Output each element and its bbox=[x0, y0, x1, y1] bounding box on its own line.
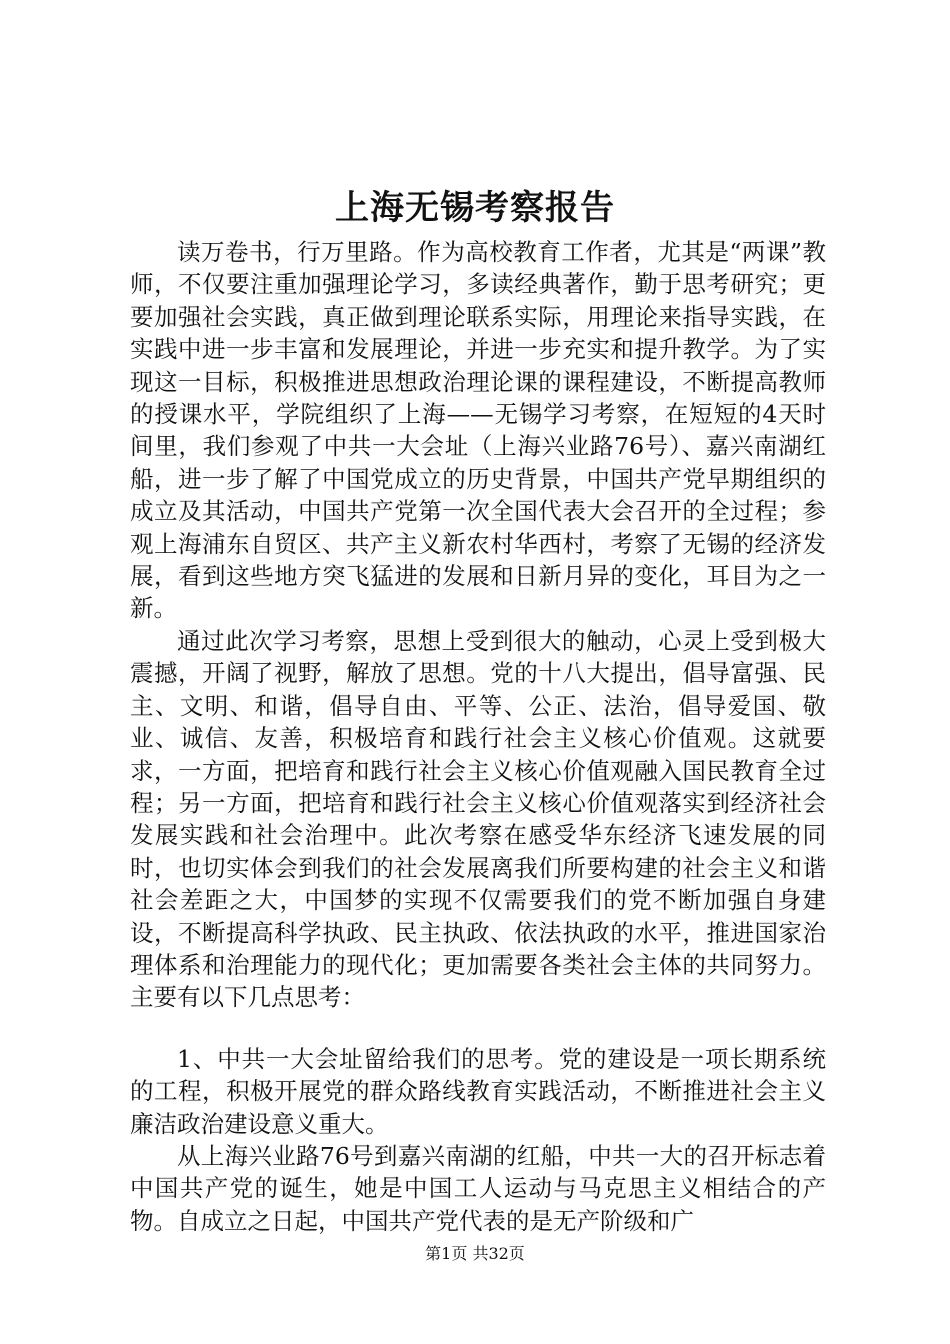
page-number-footer: 第1页 共32页 bbox=[425, 1244, 525, 1263]
paragraph-point-1: 1、中共一大会址留给我们的思考。党的建设是一项长期系统的工程，积极开展党的群众路线教育实践活动，不断推进社会主义廉洁政治建设意义重大。 bbox=[130, 1044, 826, 1138]
document-body bbox=[130, 236, 826, 1237]
paragraph-intro: 读万卷书，行万里路。作为高校教育工作者，尤其是“两课”教师，不仅要注重加强理论学习，多读经典著作，勤于思考研究；更要加强社会实践，真正做到理论联系实际，用理论来指导实践，在实践中进一步丰富和发展理论，并进一步充实和提升教学。为了实现这一目标，积极推进思想政治理论课的课程建设，不断提高教师的授课水平，学院组织了上海——无锡学习考察，在短短的4天时间里，我们参观了中共一大会址（上海兴业路76号）、嘉兴南湖红船，进一步了解了中国党成立的历史背景，中国共产党早期组织的成立及其活动，中国共产党第一次全国代表大会召开的全过程；参观上海浦东自贸区、共产主义新农村华西村，考察了无锡的经济发展，看到这些地方突飞猛进的发展和日新月异的变化，耳目为之一新。 bbox=[130, 238, 826, 623]
paragraph-point-1-detail: 从上海兴业路76号到嘉兴南湖的红船，中共一大的召开标志着中国共产党的诞生，她是中国工人运动与马克思主义相结合的产物。自成立之日起，中国共产党代表的是无产阶级和广 bbox=[130, 1141, 826, 1235]
paragraph-reflection: 通过此次学习考察，思想上受到很大的触动，心灵上受到极大震撼，开阔了视野，解放了思想。党的十八大提出，倡导富强、民主、文明、和谐，倡导自由、平等、公正、法治，倡导爱国、敬业、诚信、友善，积极培育和践行社会主义核心价值观。这就要求，一方面，把培育和践行社会主义核心价值观融入国民教育全过程；另一方面，把培育和践行社会主义核心价值观落实到经济社会发展实践和社会治理中。此次考察在感受华东经济飞速发展的同时，也切实体会到我们的社会发展离我们所要构建的社会主义和谐社会差距之大，中国梦的实现不仅需要我们的党不断加强自身建设，不断提高科学执政、民主执政、依法执政的水平，推进国家治理体系和治理能力的现代化；更加需要各类社会主体的共同努力。主要有以下几点思考： bbox=[130, 626, 826, 1012]
document-title: 上海无锡考察报告 bbox=[335, 188, 615, 228]
